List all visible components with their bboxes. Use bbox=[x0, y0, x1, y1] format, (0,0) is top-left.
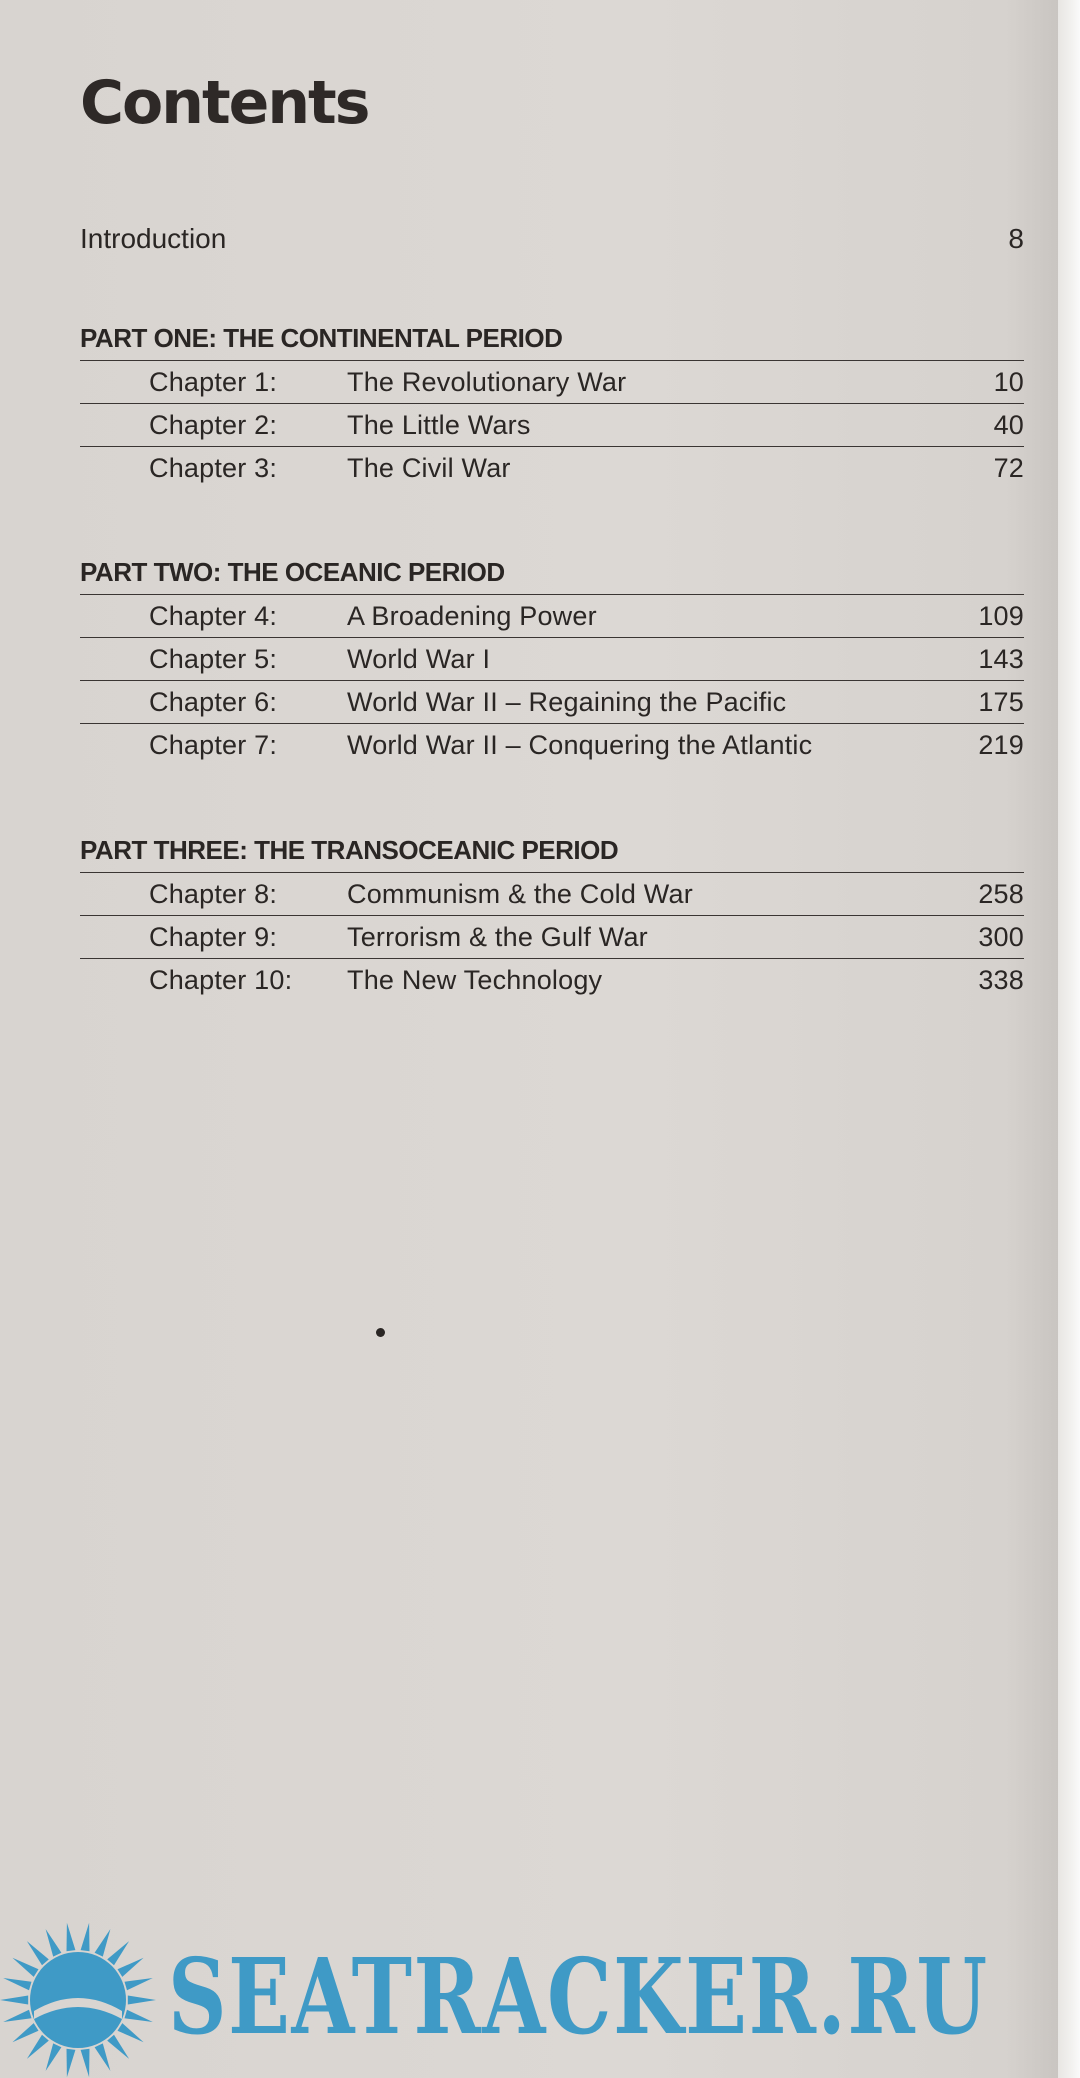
toc-part-three bbox=[80, 834, 1024, 1001]
toc-row bbox=[80, 873, 1024, 916]
intro-page: 8 bbox=[1008, 223, 1024, 254]
part-title: PART ONE: THE CONTINENTAL PERIOD bbox=[80, 322, 1024, 361]
chapter-number: Chapter 6: bbox=[149, 686, 278, 717]
part-title: PART TWO: THE OCEANIC PERIOD bbox=[80, 556, 1024, 595]
sun-ray bbox=[118, 2023, 144, 2042]
chapter-page: 40 bbox=[993, 409, 1024, 440]
toc-part-one bbox=[80, 322, 1024, 489]
chapter-name: Communism & the Cold War bbox=[347, 878, 693, 909]
chapter-number: Chapter 4: bbox=[149, 600, 278, 631]
sun-ray bbox=[0, 1996, 28, 2005]
sun-ray bbox=[125, 2010, 153, 2022]
chapter-number: Chapter 7: bbox=[149, 729, 278, 760]
sun-ray bbox=[81, 2049, 90, 2078]
toc-row bbox=[80, 595, 1024, 638]
chapter-number: Chapter 9: bbox=[149, 921, 278, 952]
sun-ray bbox=[107, 1941, 129, 1965]
page-title: Contents bbox=[80, 68, 369, 138]
chapter-name: The Revolutionary War bbox=[347, 366, 627, 397]
chapter-name: The Civil War bbox=[347, 452, 511, 483]
toc-row bbox=[80, 724, 1024, 766]
chapter-name: The New Technology bbox=[347, 964, 603, 995]
sun-ray bbox=[12, 2023, 38, 2042]
sun-ray bbox=[3, 1978, 31, 1990]
chapter-number: Chapter 8: bbox=[149, 878, 278, 909]
toc-row bbox=[80, 638, 1024, 681]
sun-ray bbox=[95, 2043, 111, 2071]
chapter-page: 258 bbox=[978, 878, 1024, 909]
chapter-page: 10 bbox=[993, 366, 1024, 397]
chapter-page: 300 bbox=[978, 921, 1024, 952]
part-title: PART THREE: THE TRANSOCEANIC PERIOD bbox=[80, 834, 1024, 873]
chapter-name: The Little Wars bbox=[347, 409, 531, 440]
intro-label: Introduction bbox=[80, 223, 227, 254]
toc-row bbox=[80, 916, 1024, 959]
chapter-page: 175 bbox=[978, 686, 1024, 717]
sun-ray bbox=[3, 2010, 31, 2022]
toc-row bbox=[80, 361, 1024, 404]
toc-row bbox=[80, 404, 1024, 447]
chapter-number: Chapter 2: bbox=[149, 409, 278, 440]
chapter-number: Chapter 10: bbox=[149, 964, 293, 995]
sun-icon bbox=[0, 1915, 160, 2078]
sun-ray bbox=[128, 1996, 156, 2005]
page-edge bbox=[1058, 0, 1080, 2078]
ink-speck bbox=[376, 1328, 385, 1337]
toc-row bbox=[80, 959, 1024, 1001]
chapter-page: 338 bbox=[978, 964, 1024, 995]
toc-part-two bbox=[80, 556, 1024, 766]
chapter-page: 143 bbox=[978, 643, 1024, 674]
sun-ray bbox=[46, 1929, 62, 1957]
toc-row bbox=[80, 447, 1024, 489]
chapter-page: 109 bbox=[978, 600, 1024, 631]
chapter-name: World War II – Conquering the Atlantic bbox=[347, 729, 813, 760]
sun-ray bbox=[67, 1923, 76, 1952]
chapter-page: 219 bbox=[978, 729, 1024, 760]
sun-ray bbox=[81, 1923, 90, 1952]
watermark-text: SEATRACKER.RU bbox=[168, 1935, 989, 2058]
toc-row bbox=[80, 681, 1024, 724]
sun-ray bbox=[107, 2035, 129, 2059]
sun-ray bbox=[118, 1958, 144, 1977]
chapter-number: Chapter 5: bbox=[149, 643, 278, 674]
chapter-number: Chapter 3: bbox=[149, 452, 278, 483]
sun-ray bbox=[12, 1958, 38, 1977]
sun-ray bbox=[125, 1978, 153, 1990]
chapter-name: World War II – Regaining the Pacific bbox=[347, 686, 787, 717]
sun-ray bbox=[27, 2035, 49, 2059]
sun-ray bbox=[46, 2043, 62, 2071]
chapter-page: 72 bbox=[993, 452, 1024, 483]
sun-ray bbox=[27, 1941, 49, 1965]
watermark bbox=[0, 1915, 1080, 2078]
chapter-name: World War I bbox=[347, 643, 491, 674]
toc-intro-row bbox=[80, 223, 1024, 255]
sun-ray bbox=[95, 1929, 111, 1957]
chapter-name: Terrorism & the Gulf War bbox=[347, 921, 648, 952]
chapter-name: A Broadening Power bbox=[347, 600, 597, 631]
sun-ray bbox=[67, 2049, 76, 2078]
chapter-number: Chapter 1: bbox=[149, 366, 278, 397]
